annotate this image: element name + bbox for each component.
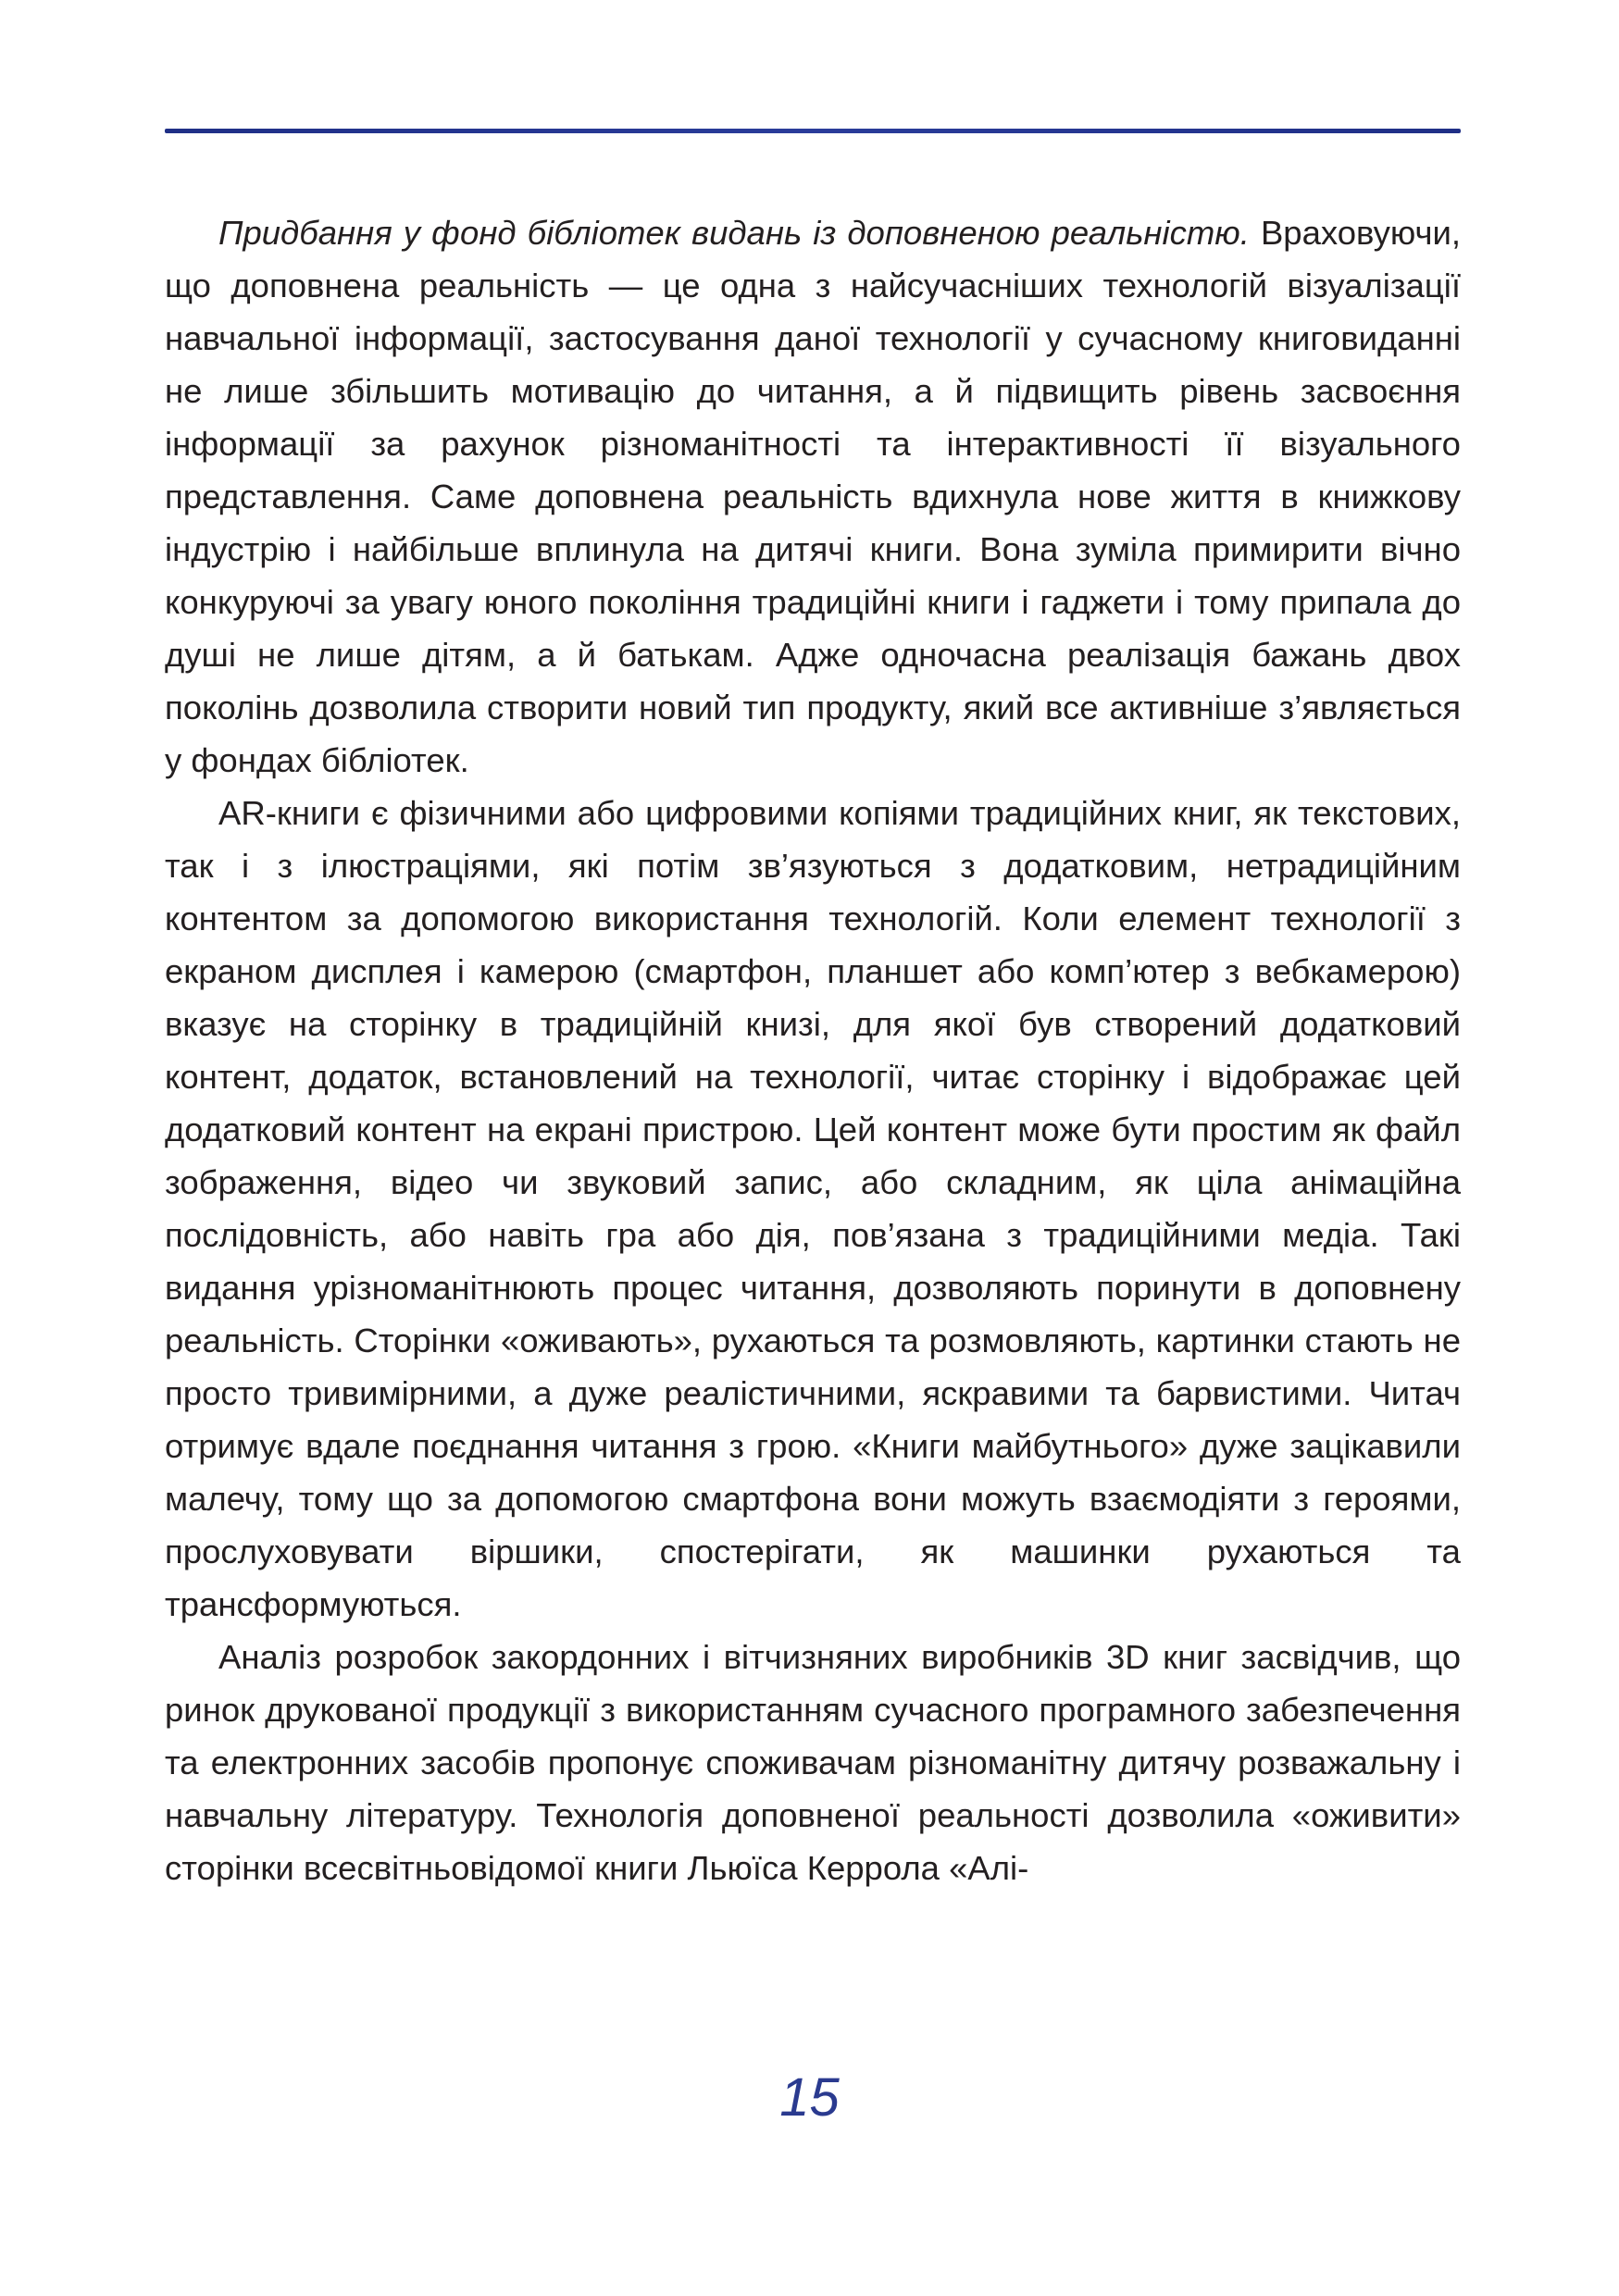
paragraph-3: Аналіз розробок закордонних і вітчизняних виробників 3D книг засвідчив, що ринок друкованої продукції з використанням сучасного програмного забезпечення та електронних засобів пропонує споживачам різноманітну дитячу розважальну і навчальну літературу. Технологія доповненої реальності дозволила «оживити» сторінки всесвітньовідомої книги Льюїса Керрола «Алі-: [165, 1638, 1461, 1887]
paragraph-1-text: Враховуючи, що доповнена реальність — це одна з найсучасніших технологій візуалізації навчальної інформації, застосування даної технології у сучасному книговиданні не лише збільшить мотивацію до читання, а й підвищить рівень засвоєння інформації за рахунок різноманітності та інтерактивності її візуального представлення. Саме доповнена реальність вдихнула нове життя в книжкову індустрію і найбільше вплинула на дитячі книги. Вона зуміла примирити вічно конкуруючі за увагу юного покоління традиційні книги і гаджети і тому припала до душі не лише дітям, а й батькам. Адже одночасна реалізація бажань двох поколінь дозволила створити новий тип продукту, який все активніше з’являється у фондах бібліотек.: [165, 214, 1461, 779]
paragraph-2: AR-книги є фізичними або цифровими копіями традиційних книг, як текстових, так і з ілюстраціями, які потім зв’язуються з додатковим, нетрадиційним контентом за допомогою використання технологій. Коли елемент технології з екраном дисплея і камерою (смартфон, планшет або комп’ютер з вебкамерою) вказує на сторінку в традиційній книзі, для якої був створений додатковий контент, додаток, встановлений на технології, читає сторінку і відображає цей додатковий контент на екрані пристрою. Цей контент може бути простим як файл зображення, відео чи звуковий запис, або складним, як ціла анімаційна послідовність, або навіть гра або дія, пов’язана з традиційними медіа. Такі видання урізноманітнюють процес читання, дозволяють поринути в доповнену реальність. Сторінки «оживають», рухаються та розмовляють, картинки стають не просто тривимірними, а дуже реалістичними, яскравими та барвистими. Читач отримує вдале поєднання читання з грою. «Книги майбутнього» дуже зацікавили малечу, тому що за допомогою смартфона вони можуть взаємодіяти з героями, прослуховувати віршики, спостерігати, як машинки рухаються та трансформуються.: [165, 794, 1461, 1623]
header-rule: [165, 129, 1461, 133]
page-number: 15: [779, 2067, 840, 2128]
paragraph-1-lead: Придбання у фонд бібліотек видань із доповненою реальністю.: [218, 214, 1250, 252]
body-text: [165, 206, 1461, 1894]
paragraph-1: [165, 206, 1461, 787]
